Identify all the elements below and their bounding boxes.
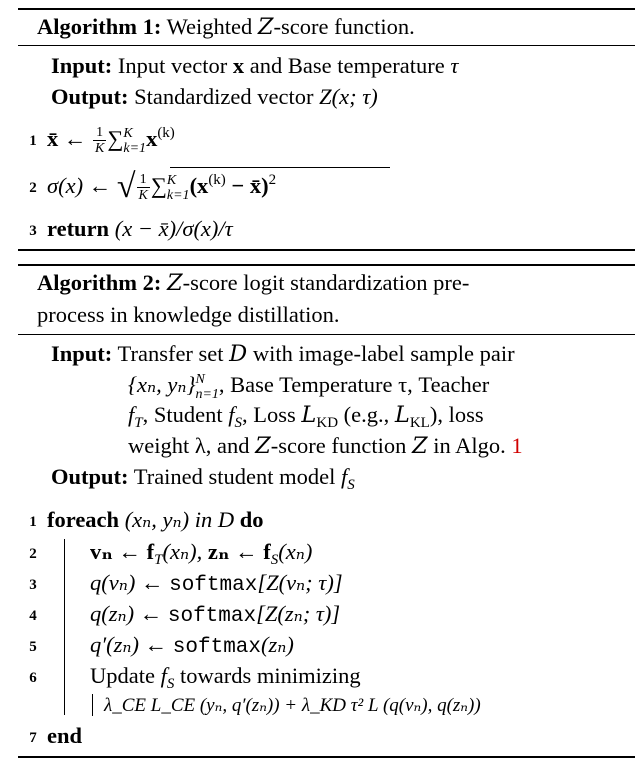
algo2-line6: Update $f_S$ towards minimizing [90,663,361,692]
algo2-line4: q(zₙ) ← softmax[Z(zₙ; τ)] [90,601,341,628]
line-number: 1 [29,133,37,149]
algo1-bottom-rule [18,249,635,251]
line-number: 3 [29,577,37,593]
algo-reference-link[interactable]: 1 [511,433,523,458]
algo2-line7: end [47,723,83,748]
sum-limits: K k=1 [166,172,190,203]
algo1-output: Output: Standardized vector Z(x; τ) [51,84,378,109]
algo2-input-line1: Input: Transfer set D with image-label sample pair [51,341,515,367]
algo2-output: Output: Trained student model $f_S$ [51,464,355,493]
algo2-line2: vₙ ← $f_T(x_n)$, zₙ ← $f_S(x_n)$ [90,539,313,568]
algo1-top-rule [18,8,635,10]
line-number: 3 [29,223,37,239]
algo1-line3: return (x − x̄)/σ(x)/τ [47,216,233,241]
sqrt-icon: √ [116,168,136,205]
set-limits: N n=1 [195,371,219,402]
algo1-title: Algorithm 1: Weighted Z-score function. [37,14,415,40]
line-number: 6 [29,670,37,686]
algo2-input-line3: $f_T$, Student $f_S$, Loss $L_{KD}$ (e.g., $L_{KL}$), loss [128,402,484,431]
algo2-title-rule [18,334,635,335]
algo1-line2: σ(x) ← √ $\frac{1}{K}$ ∑ K k=1 ($x^{(k)}$ − x̄)$^2$ [47,168,277,205]
algo2-line6-continuation: λ_CE L_CE (yₙ, q′(zₙ)) + λ_KD τ² L (q(vₙ), q(zₙ)) [104,695,481,716]
algo2-title-line2: process in knowledge distillation. [37,302,340,327]
fraction: $\frac{1}{K}$ [95,125,105,157]
algo2-title-line1: Algorithm 2: Z-score logit standardization pre- [37,270,470,296]
algo2-line1: foreach (xₙ, yₙ) in D do [47,507,264,532]
line-number: 1 [29,514,37,530]
sqrt-bar [170,167,390,168]
update-block-bar [92,694,93,716]
line-number: 4 [29,608,37,624]
foreach-block-bar [64,539,65,715]
algo1-line1: x̄ ← $\frac{1}{K}$ ∑ K k=1 $x^{(k)}$ [47,125,175,157]
line-number: 2 [29,546,37,562]
algo2-input-line2: {xₙ, yₙ} N n=1 , Base Temperature τ, Teacher [128,371,490,402]
algo2-line3: q(vₙ) ← softmax[Z(vₙ; τ)] [90,570,343,597]
line-number: 7 [29,730,37,746]
fraction: $\frac{1}{K}$ [138,172,148,204]
sum-limits: K k=1 [123,125,147,156]
algo1-title-rule [18,45,635,46]
line-number: 5 [29,639,37,655]
algo2-line5: q′(zₙ) ← softmax(zₙ) [90,632,294,659]
algo1-input: Input: Input vector x and Base temperature τ [51,53,459,78]
line-number: 2 [29,180,37,196]
algo2-input-line4: weight λ, and Z-score function Z in Algo. 1 [128,433,523,459]
algo2-bottom-rule [18,756,635,758]
algo2-top-rule [18,264,635,266]
